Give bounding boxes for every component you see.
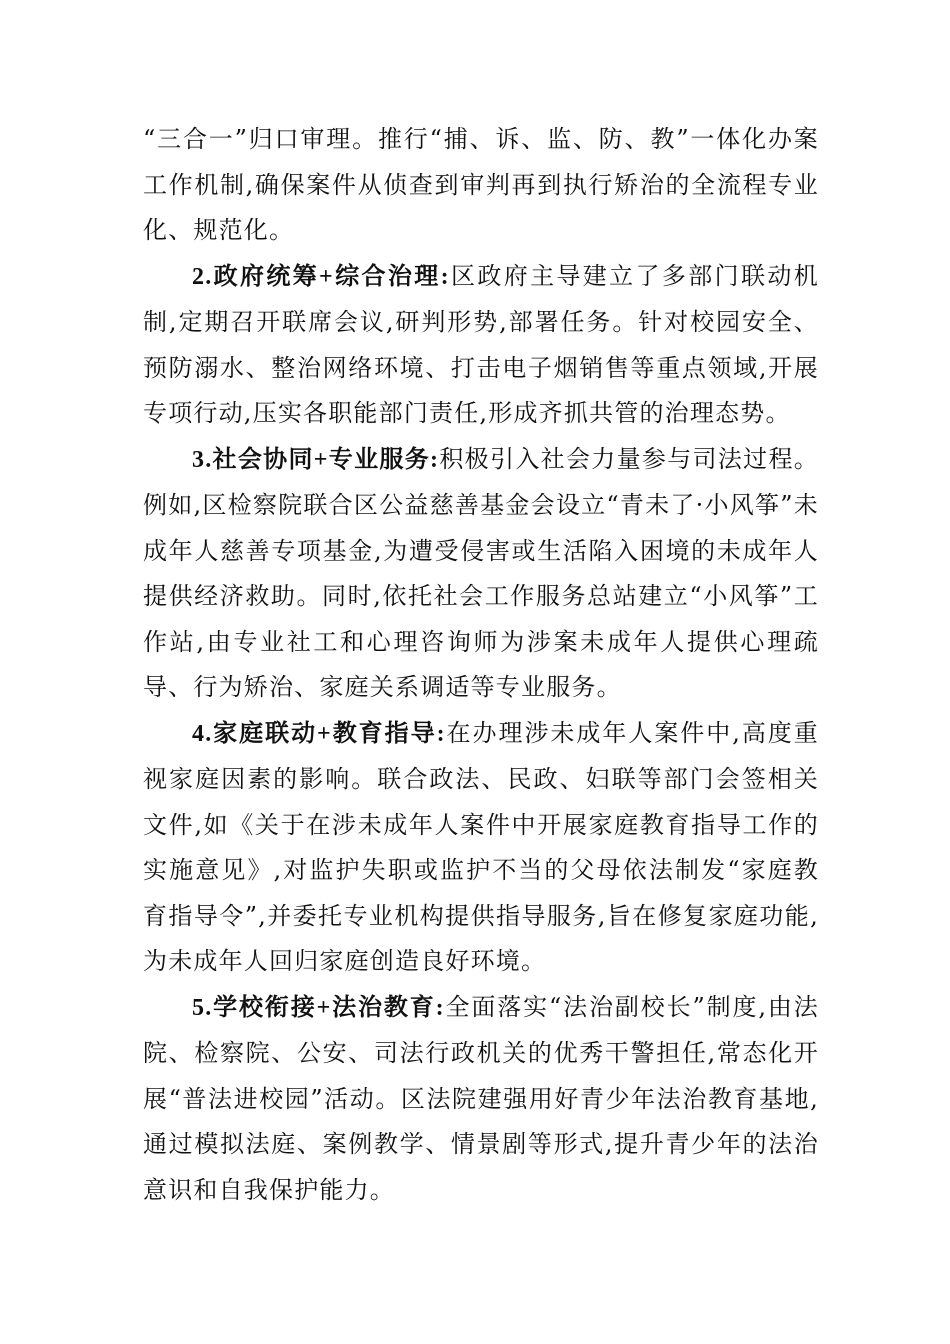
paragraph-social-collaboration — [143, 437, 819, 711]
paragraph-heading: 4.家庭联动+教育指导: — [192, 720, 446, 747]
paragraph-text: “三合一”归口审理。推行“捕、诉、监、防、教”一体化办案工作机制,确保案件从侦查到审判再到执行矫治的全流程专业化、规范化。 — [143, 125, 819, 244]
paragraph-heading: 3.社会协同+专业服务: — [192, 446, 440, 473]
paragraph-government-coordination — [143, 254, 819, 437]
paragraph-heading: 5.学校衔接+法治教育: — [192, 994, 445, 1021]
paragraph-text: 在办理涉未成年人案件中,高度重视家庭因素的影响。联合政法、民政、妇联等部门会签相关文件,如《关于在涉未成年人案件中开展家庭教育指导工作的实施意见》,对监护失职或监护不当的父母依法制发“家庭教育指导令”,并委托专业机构提供指导服务,旨在修复家庭功能,为未成年人回归家庭创造良好环境。 — [143, 718, 819, 975]
paragraph-family-linkage — [143, 711, 819, 985]
paragraph-text: 区政府主导建立了多部门联动机制,定期召开联席会议,研判形势,部署任务。针对校园安全、预防溺水、整治网络环境、打击电子烟销售等重点领域,开展专项行动,压实各职能部门责任,形成齐抓共管的治理态势。 — [143, 261, 819, 427]
paragraph-continuation — [143, 117, 819, 254]
document-page — [143, 117, 819, 1213]
paragraph-heading: 2.政府统筹+综合治理: — [192, 263, 450, 290]
paragraph-school-connection — [143, 985, 819, 1214]
paragraph-text: 全面落实“法治副校长”制度,由法院、检察院、公安、司法行政机关的优秀干警担任,常态化开展“普法进校园”活动。区法院建强用好青少年法治教育基地,通过模拟法庭、案例教学、情景剧等形式,提升青少年的法治意识和自我保护能力。 — [143, 992, 819, 1204]
paragraph-text: 积极引入社会力量参与司法过程。例如,区检察院联合区公益慈善基金会设立“青未了·小风筝”未成年人慈善专项基金,为遭受侵害或生活陷入困境的未成年人提供经济救助。同时,依托社会工作服务总站建立“小风筝”工作站,由专业社工和心理咨询师为涉案未成年人提供心理疏导、行为矫治、家庭关系调适等专业服务。 — [143, 444, 820, 701]
